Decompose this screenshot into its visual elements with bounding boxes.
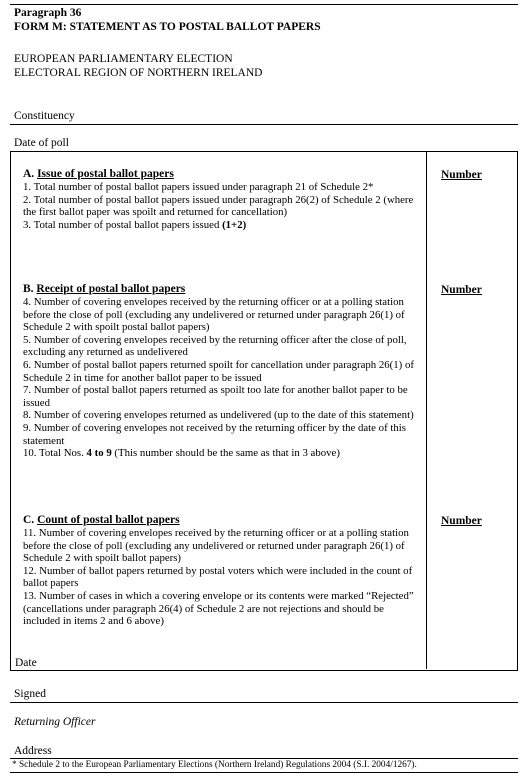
constituency-label: Constituency xyxy=(14,110,75,122)
item-7: 7. Number of postal ballot papers returned as spoilt too late for another ballot paper to be issued xyxy=(23,384,408,409)
section-a xyxy=(23,168,421,231)
date-of-poll-label: Date of poll xyxy=(14,137,69,149)
footnote: * Schedule 2 to the European Parliamentary Elections (Northern Ireland) Regulations 2004 (S.I. 2004/1267). xyxy=(12,760,417,770)
form-title: FORM M: STATEMENT AS TO POSTAL BALLOT PAPERS xyxy=(14,21,321,33)
signed-label: Signed xyxy=(14,688,46,700)
constituency-rule xyxy=(10,124,518,125)
item-6: 6. Number of postal ballot papers returned spoilt for cancellation under paragraph 26(1) of Schedule 2 in time for another ballot paper to be issued xyxy=(23,358,414,384)
top-rule xyxy=(10,4,518,5)
item-2: 2. Total number of postal ballot papers issued under paragraph 26(2) of Schedule 2 (where the first ballot paper was spoilt and returned for cancellation) xyxy=(23,193,414,219)
item-8: 8. Number of covering envelopes returned as undelivered (up to the date of this statement) xyxy=(23,409,414,422)
paragraph-number: Paragraph 36 xyxy=(14,7,82,19)
section-b-title: B. Receipt of postal ballot papers xyxy=(23,283,186,295)
item-13: 13. Number of cases in which a covering envelope or its contents were marked “Rejected” (cancellations under paragraph 26(4) of Schedule 2 are not rejections and should be included in items 2 and 6 above) xyxy=(23,589,414,628)
item-3: 3. Total number of postal ballot papers issued (1+2) xyxy=(23,218,247,231)
column-divider xyxy=(426,152,427,669)
section-c-number-label: Number xyxy=(441,515,482,527)
statement-table xyxy=(10,151,518,671)
signed-rule xyxy=(10,702,518,703)
section-b-number-label: Number xyxy=(441,284,482,296)
item-12: 12. Number of ballot papers returned by postal voters which were included in the count of ballot papers xyxy=(23,564,413,590)
item-11: 11. Number of covering envelopes received by the returning officer or at a polling station before the close of poll (excluding any undelivered or returned under paragraph 26(1) of Schedule 2 with spoilt ballot papers) xyxy=(23,527,409,565)
section-c xyxy=(23,514,421,628)
electoral-region: ELECTORAL REGION OF NORTHERN IRELAND xyxy=(14,67,263,79)
bottom-rule xyxy=(10,772,518,773)
item-10: 10. Total Nos. 4 to 9 (This number should be the same as that in 3 above) xyxy=(23,447,340,460)
returning-officer-label: Returning Officer xyxy=(14,716,96,728)
section-b xyxy=(23,283,421,460)
date-label: Date xyxy=(15,657,37,669)
section-c-title: C. Count of postal ballot papers xyxy=(23,514,180,526)
item-5: 5. Number of covering envelopes received by the returning officer after the close of poll, excluding any returned as undelivered xyxy=(23,333,407,359)
address-label: Address xyxy=(14,745,52,757)
item-4: 4. Number of covering envelopes received by the returning officer or at a polling station before the close of poll (excluding any undelivered or returned under paragraph 26(1) of Schedule 2 with spoilt postal ballot papers) xyxy=(23,296,405,334)
address-rule xyxy=(10,758,518,759)
item-1: 1. Total number of postal ballot papers issued under paragraph 21 of Schedule 2* xyxy=(23,181,374,193)
section-a-number-label: Number xyxy=(441,169,482,181)
section-a-title: A. Issue of postal ballot papers xyxy=(23,168,174,180)
election-name: EUROPEAN PARLIAMENTARY ELECTION xyxy=(14,53,233,65)
item-9: 9. Number of covering envelopes not received by the returning officer by the date of this statement xyxy=(23,421,406,447)
